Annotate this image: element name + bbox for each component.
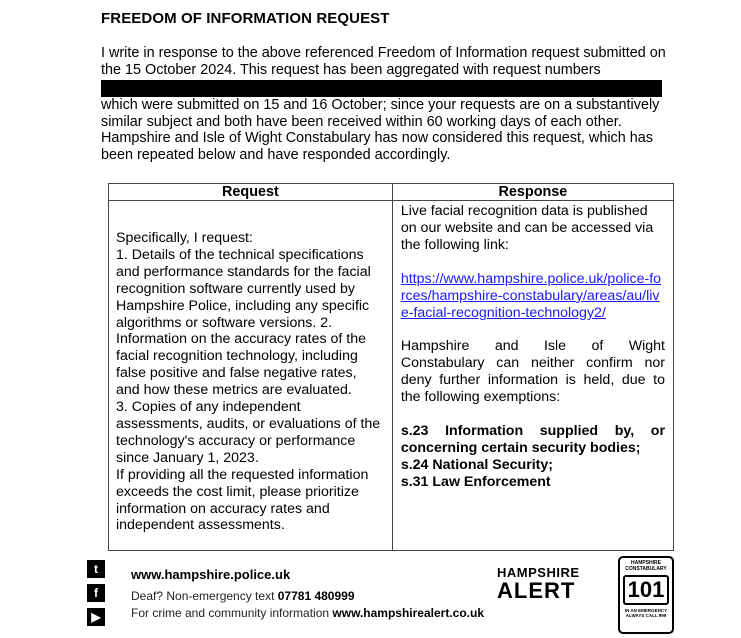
response-cell	[392, 201, 673, 551]
footer-website[interactable]: www.hampshire.police.uk	[131, 567, 291, 582]
response-ncnd: Hampshire and Isle of Wight Constabulary can neither confirm nor deny further information is held, due to the following exemptions:	[400, 338, 665, 406]
exemption-s31: s.31 Law Enforcement	[400, 473, 551, 490]
redaction-bar	[101, 80, 662, 97]
crime-url[interactable]: www.hampshirealert.co.uk	[332, 606, 485, 620]
response-intro: Live facial recognition data is published on our website and can be accessed via the following link:	[400, 203, 654, 253]
request-text: Specifically, I request: 1. Details of the technical specifications and performance standards for the facial recognition software currently used by Hampshire Police, including any specific algorithms or software versions. 2. Information on the accuracy rates of the facial recognition technology, including false positive and false negative rates, and how these metrics are evaluated. 3. Copies of any independent assessments, audits, or evaluations of the technology's accuracy or performance since January 1, 2023. If providing all the requested information exceeds the cost limit, please prioritize information on accuracy rates and independent assessments.	[116, 230, 381, 534]
alert-logo-line1: HAMPSHIRE	[497, 565, 580, 580]
facebook-icon[interactable]: f	[87, 584, 105, 602]
request-cell	[109, 201, 393, 551]
exemption-s23: s.23 Information supplied by, or concerning certain security bodies;	[400, 423, 665, 456]
exemption-s24: s.24 National Security;	[400, 456, 554, 473]
intro-paragraph-part2: which were submitted on 15 and 16 October; since your requests are on a substantively similar subject and both have been received within 60 working days of each other. Hampshire and Isle of Wight Constabulary has now considered this request, which has been repeated below and have responded accordingly.	[101, 97, 660, 163]
constabulary-101-badge	[618, 556, 674, 634]
badge-top-text: HAMPSHIRE CONSTABULARY	[625, 560, 667, 572]
page-title: FREEDOM OF INFORMATION REQUEST	[101, 10, 390, 27]
request-response-table	[108, 183, 674, 551]
response-link[interactable]: https://www.hampshire.police.uk/police-forces/hampshire-constabulary/areas/au/live-facial-recognition-technology2/	[400, 270, 662, 321]
intro-paragraph-part1: I write in response to the above referenced Freedom of Information request submitted on the 15 October 2024. This request has been aggregated with request numbers	[101, 45, 666, 78]
header-request: Request	[109, 184, 393, 201]
hampshire-alert-logo	[497, 566, 595, 602]
crime-prefix: For crime and community information	[131, 606, 333, 620]
badge-bottom-text: IN AN EMERGENCY ALWAYS CALL 999	[624, 608, 668, 618]
header-response: Response	[392, 184, 673, 201]
alert-logo-line2: ALERT	[497, 578, 576, 603]
twitter-icon[interactable]: t	[87, 560, 105, 578]
footer	[0, 550, 741, 638]
badge-number: 101	[623, 575, 669, 605]
deaf-prefix: Deaf? Non-emergency text	[131, 589, 278, 603]
footer-deaf-line	[131, 589, 355, 603]
deaf-number: 07781 480999	[277, 589, 355, 603]
youtube-icon[interactable]: ▶	[87, 608, 105, 626]
footer-crime-line	[131, 606, 484, 620]
